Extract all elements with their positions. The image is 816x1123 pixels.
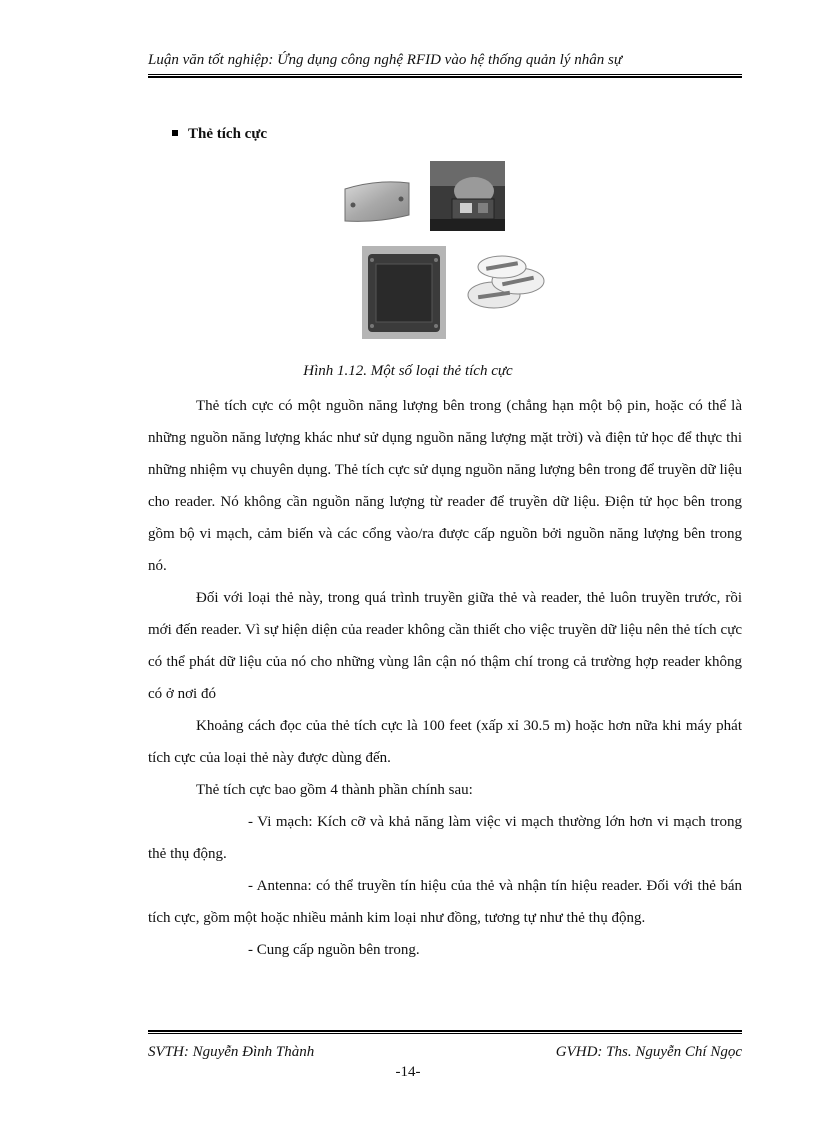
header-rule [148,74,742,78]
photo-metal-plate-tag [341,175,413,227]
running-header: Luận văn tốt nghiệp: Ứng dụng công nghệ RFID vào hệ thống quản lý nhân sự [148,52,623,68]
paragraph: Thẻ tích cực có một nguồn năng lượng bên trong (chẳng hạn một bộ pin, hoặc có thể là những nguồn năng lượng khác như sử dụng nguồn năng lượng mặt trời) và điện tử học để thực thi những nhiệm vụ chuyên dụng. Thẻ tích cực sử dụng nguồn năng lượng bên trong để truyền dữ liệu cho reader. Nó không cần nguồn năng lượng từ reader để truyền dữ liệu. Điện tử học bên trong gồm bộ vi mạch, cảm biến và các cổng vào/ra được cấp nguồn bởi nguồn năng lượng bên trong nó. [148,398,742,574]
paragraph: Đối với loại thẻ này, trong quá trình truyền giữa thẻ và reader, thẻ luôn truyền trước, rồi mới đến reader. Vì sự hiện diện của reader không cần thiết cho việc truyền dữ liệu nên thẻ tích cực có thể phát dữ liệu của nó cho những vùng lân cận nó thậm chí trong cả trường hợp reader không có ở nơi đó [148,590,742,702]
photo-circuit-tag [430,161,505,231]
list-item: - Cung cấp nguồn bên trong. [248,942,420,958]
square-bullet-icon [172,130,178,136]
photo-square-housing-tag [362,246,446,339]
footer-rule [148,1030,742,1034]
section-heading-text: Thẻ tích cực [188,126,267,142]
footer-student: SVTH: Nguyễn Đình Thành [148,1044,315,1060]
page-number: -14- [395,1064,421,1080]
paragraph: Khoảng cách đọc của thẻ tích cực là 100 feet (xấp xỉ 30.5 m) hoặc hơn nữa khi máy phát tích cực của loại thẻ này được dùng đến. [148,718,742,766]
list-item: - Antenna: có thể truyền tín hiệu của thẻ và nhận tín hiệu reader. Đối với thẻ bán tích cực, gồm một hoặc nhiều mảnh kim loại như đồng, tương tự như thẻ thụ động. [148,878,742,926]
section-heading [172,126,267,143]
footer-advisor: GVHD: Ths. Nguyễn Chí Ngọc [555,1044,742,1060]
body-text [148,390,742,966]
photo-disc-tags [460,251,550,313]
figure-caption: Hình 1.12. Một số loại thẻ tích cực [303,363,513,379]
paragraph: Thẻ tích cực bao gồm 4 thành phần chính sau: [196,782,473,798]
list-item: - Vi mạch: Kích cỡ và khả năng làm việc vi mạch thường lớn hơn vi mạch trong thẻ thụ động. [148,814,742,862]
